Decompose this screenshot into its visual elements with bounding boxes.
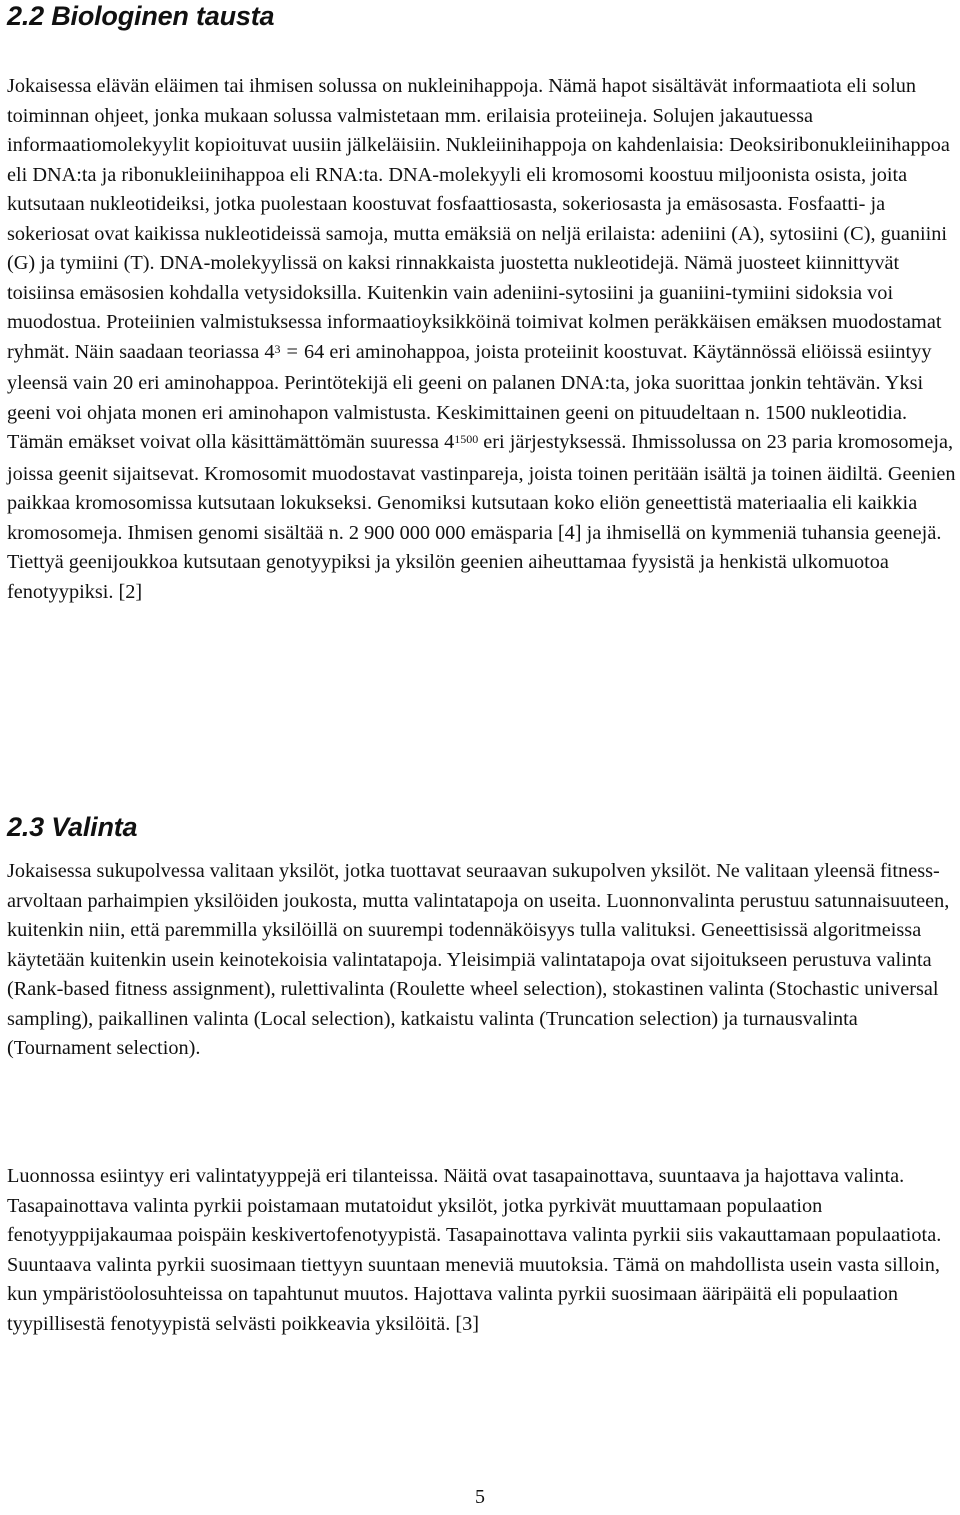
section-heading-selection: 2.3 Valinta xyxy=(7,812,138,842)
math-exponent: 1500 xyxy=(454,432,479,446)
math-base: 4 xyxy=(444,431,455,453)
paragraph-selection-methods: Jokaisessa sukupolvessa valitaan yksilöt, jotka tuottavat seuraavan sukupolven yksilöt. Ne valitaan yleensä fitness-arvoltaan parhaimpien yksilöiden joukosta, mutta valintatapoja on useita. Luonnonvalinta perustuu satunnaisuuteen, kuitenkin niin, että paremmilla yksilöillä on suurempi todennäköisyys tulla valituksi. Geneettisissä algoritmeissa käytetään kuitenkin usein keinotekoisia valintatapoja. Yleisimpiä valintatapoja ovat sijoitukseen perustuva valinta (Rank-based fitness assignment), rulettivalinta (Roulette wheel selection), stokastinen valinta (Stochastic universal sampling), paikallinen valinta (Local selection), katkaistu valinta (Truncation selection) ja turnausvalinta (Tournament selection). xyxy=(7,860,950,1059)
body-text: eri järjestyksessä. Ihmissolussa on 23 paria kromosomeja, joissa geenit sijaitsevat. Kromosomit muodostavat vastinpareja, joista toinen peritään isältä ja toinen äidiltä. Geenien paikkaa kromosomissa kutsutaan lokukseksi. Genomiksi kutsutaan koko eliön geneettistä materiaalia eli kaikkia kromosomeja. Ihmisen genomi sisältää n. 2 900 000 000 emäsparia [4] ja ihmisellä on kymmeniä tuhansia geenejä. Tiettyä geenijoukkoa kutsutaan genotyypiksi ja yksilön geenien aiheuttamaa fyysistä ja henkistä ulkomuotoa fenotyypiksi. [2] xyxy=(7,431,956,603)
page-number: 5 xyxy=(475,1486,485,1508)
math-result: 64 xyxy=(303,340,325,363)
math-equals: = xyxy=(286,340,298,363)
math-expression-four-pow-1500 xyxy=(444,431,478,453)
math-expression-four-cubed xyxy=(264,341,324,363)
paragraph-biological-background xyxy=(7,72,957,607)
body-text: eri aminohappoa, joista proteiinit koostuvat. Käytännössä eliöissä esiintyy yleensä vain 20 eri aminohappoa. Perintötekijä eli geeni on palanen DNA:ta, joka suorittaa jonkin tehtävän. Yksi geeni voi ohjata monen eri aminohapon valmistusta. Keskimittainen geeni on pituudeltaan n. 1500 nukleotidia. Tämän emäkset voivat olla käsittämättömän suuressa xyxy=(7,340,932,453)
body-text: Jokaisessa elävän eläimen tai ihmisen solussa on nukleinihappoja. Nämä hapot sisältävät informaatiota eli solun toiminnan ohjeet, jonka mukaan solussa valmistetaan mm. erilaisia proteiineja. Solujen jakautuessa informaatiomolekyylit kopioituvat uusiin jälkeläisiin. Nukleiinihappoja on kahdenlaisia: Deoksiribonukleiinihappoa eli DNA:ta ja ribonukleiinihappoa eli RNA:ta. DNA-molekyyli eli kromosomi koostuu miljoonista osista, joita kutsutaan nukleotideiksi, jotka puolestaan koostuvat fosfaattiosasta, sokeriosasta ja emäsosasta. Fosfaatti- ja sokeriosat ovat kaikissa nukleotideissä samoja, mutta emäksiä on neljä erilaista: adeniini (A), sytosiini (C), guaniini (G) ja tymiini (T). DNA-molekyylissä on kaksi rinnakkaista juostetta nukleotidejä. Nämä juosteet kiinnittyvät toisiinsa emäsosien kohdalla vetysidoksilla. Kuitenkin vain adeniini-sytosiini ja guaniini-tymiini sidoksia voi muodostua. Proteiinien valmistuksessa informaatioyksikköinä toimivat kolmen peräkkäisen emäksen muodostamat ryhmät. Näin saadaan teoriassa xyxy=(7,75,950,363)
math-base: 4 xyxy=(264,340,275,363)
paragraph-selection-types: Luonnossa esiintyy eri valintatyyppejä eri tilanteissa. Näitä ovat tasapainottava, suuntaava ja hajottava valinta. Tasapainottava valinta pyrkii poistamaan mutatoidut yksilöt, jotka pyrkivät muuttamaan populaation fenotyyppijakaumaa poispäin keskivertofenotyypistä. Tasapainottava valinta pyrkii siis vakauttamaan populaatiota. Suuntaava valinta pyrkii suosimaan tiettyyn suuntaan meneviä muutoksia. Tämä on mahdollista usein vasta silloin, kun ympäristöolosuhteissa on tapahtunut muutos. Hajottava valinta pyrkii suosimaan ääripäitä eli populaation tyypillisestä fenotyypistä selvästi poikkeavia yksilöitä. [3] xyxy=(7,1165,942,1335)
section-heading-biological-background: 2.2 Biologinen tausta xyxy=(7,1,275,31)
math-exponent: 3 xyxy=(274,341,281,356)
